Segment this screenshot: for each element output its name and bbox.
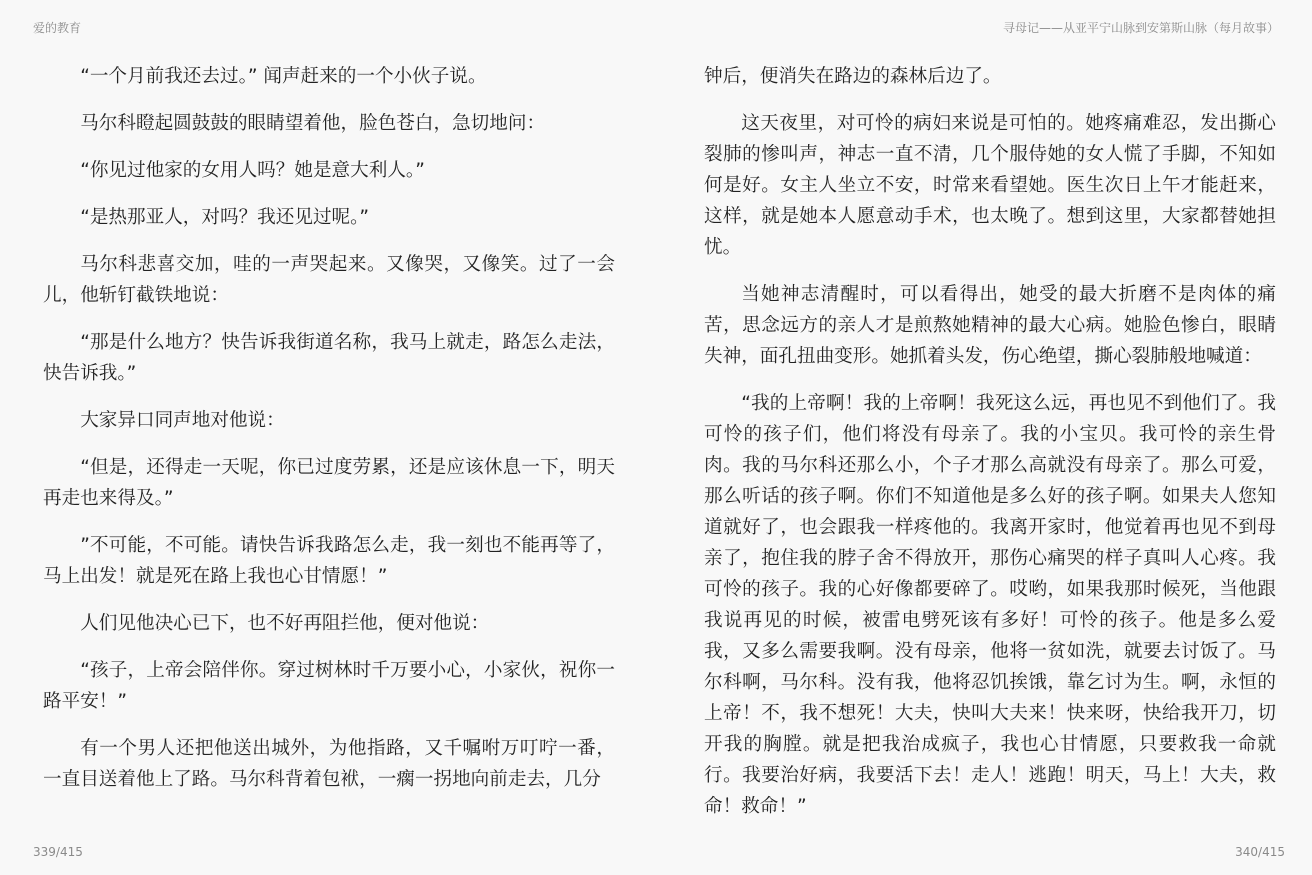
paragraph: 当她神志清醒时，可以看得出，她受的最大折磨不是肉体的痛苦，思念远方的亲人才是煎熬她精神的最大心病。她脸色惨白，眼睛失神，面孔扭曲变形。她抓着头发，伤心绝望，撕心裂肺般地喊道： <box>704 284 1276 367</box>
paragraph: “孩子，上帝会陪伴你。穿过树林时千万要小心，小家伙，祝你一路平安！” <box>43 660 615 712</box>
paragraph: 有一个男人还把他送出城外，为他指路，又千嘱咐万叮咛一番，一直目送着他上了路。马尔科背着包袱，一瘸一拐地向前走去，几分 <box>43 738 615 790</box>
continued-paragraph: 钟后，便消失在路边的森林后边了。 <box>704 66 1002 87</box>
left-page <box>43 61 615 811</box>
left-page-number: 339/415 <box>33 845 83 859</box>
paragraph: ”不可能，不可能。请快告诉我路怎么走，我一刻也不能再等了，马上出发！就是死在路上我也心甘情愿！” <box>43 535 615 587</box>
paragraph: 这天夜里，对可怜的病妇来说是可怕的。她疼痛难忍，发出撕心裂肺的惨叫声，神志一直不清，几个服侍她的女人慌了手脚，不知如何是好。女主人坐立不安，时常来看望她。医生次日上午才能赶来，这样，就是她本人愿意动手术，也太晚了。想到这里，大家都替她担忧。 <box>704 113 1276 258</box>
paragraph: “但是，还得走一天呢，你已过度劳累，还是应该休息一下，明天再走也来得及。” <box>43 457 615 509</box>
paragraph: “我的上帝啊！我的上帝啊！我死这么远，再也见不到他们了。我可怜的孩子们，他们将没有母亲了。我的小宝贝。我可怜的亲生骨肉。我的马尔科还那么小，个子才那么高就没有母亲了。那么可爱，那么听话的孩子啊。你们不知道他是多么好的孩子啊。如果夫人您知道就好了，也会跟我一样疼他的。我离开家时，他觉着再也见不到母亲了，抱住我的脖子舍不得放开，那伤心痛哭的样子真叫人心疼。我可怜的孩子。我的心好像都要碎了。哎哟，如果我那时候死，当他跟我说再见的时候，被雷电劈死该有多好！可怜的孩子。他是多么爱我，又多么需要我啊。没有母亲，他将一贫如洗，就要去讨饭了。马尔科啊，马尔科。没有我，他将忍饥挨饿，靠乞讨为生。啊，永恒的上帝！不，我不想死！大夫，快叫大夫来！快来呀，快给我开刀，切开我的胸膛。就是把我治成疯子，我也心甘情愿，只要救我一命就行。我要治好病，我要活下去！走人！逃跑！明天，马上！大夫，救命！救命！” <box>704 393 1276 817</box>
book-title: 爱的教育 <box>33 21 82 35</box>
paragraph: “你见过他家的女用人吗？她是意大利人。” <box>80 160 425 181</box>
chapter-title: 寻母记——从亚平宁山脉到安第斯山脉（每月故事） <box>1002 21 1279 35</box>
paragraph: “是热那亚人，对吗？我还见过呢。” <box>80 207 370 228</box>
right-page-number: 340/415 <box>1235 845 1285 859</box>
paragraph: 人们见他决心已下，也不好再阻拦他，便对他说： <box>80 613 490 634</box>
paragraph: 马尔科悲喜交加，哇的一声哭起来。又像哭，又像笑。过了一会儿，他斩钉截铁地说： <box>43 254 615 306</box>
paragraph: 马尔科瞪起圆鼓鼓的眼睛望着他，脸色苍白，急切地问： <box>80 113 546 134</box>
paragraph: “一个月前我还去过。” 闻声赶来的一个小伙子说。 <box>80 66 487 87</box>
right-page <box>704 61 1276 838</box>
paragraph: “那是什么地方？快告诉我街道名称，我马上就走，路怎么走法，快告诉我。” <box>43 332 615 384</box>
paragraph: 大家异口同声地对他说： <box>80 410 285 431</box>
